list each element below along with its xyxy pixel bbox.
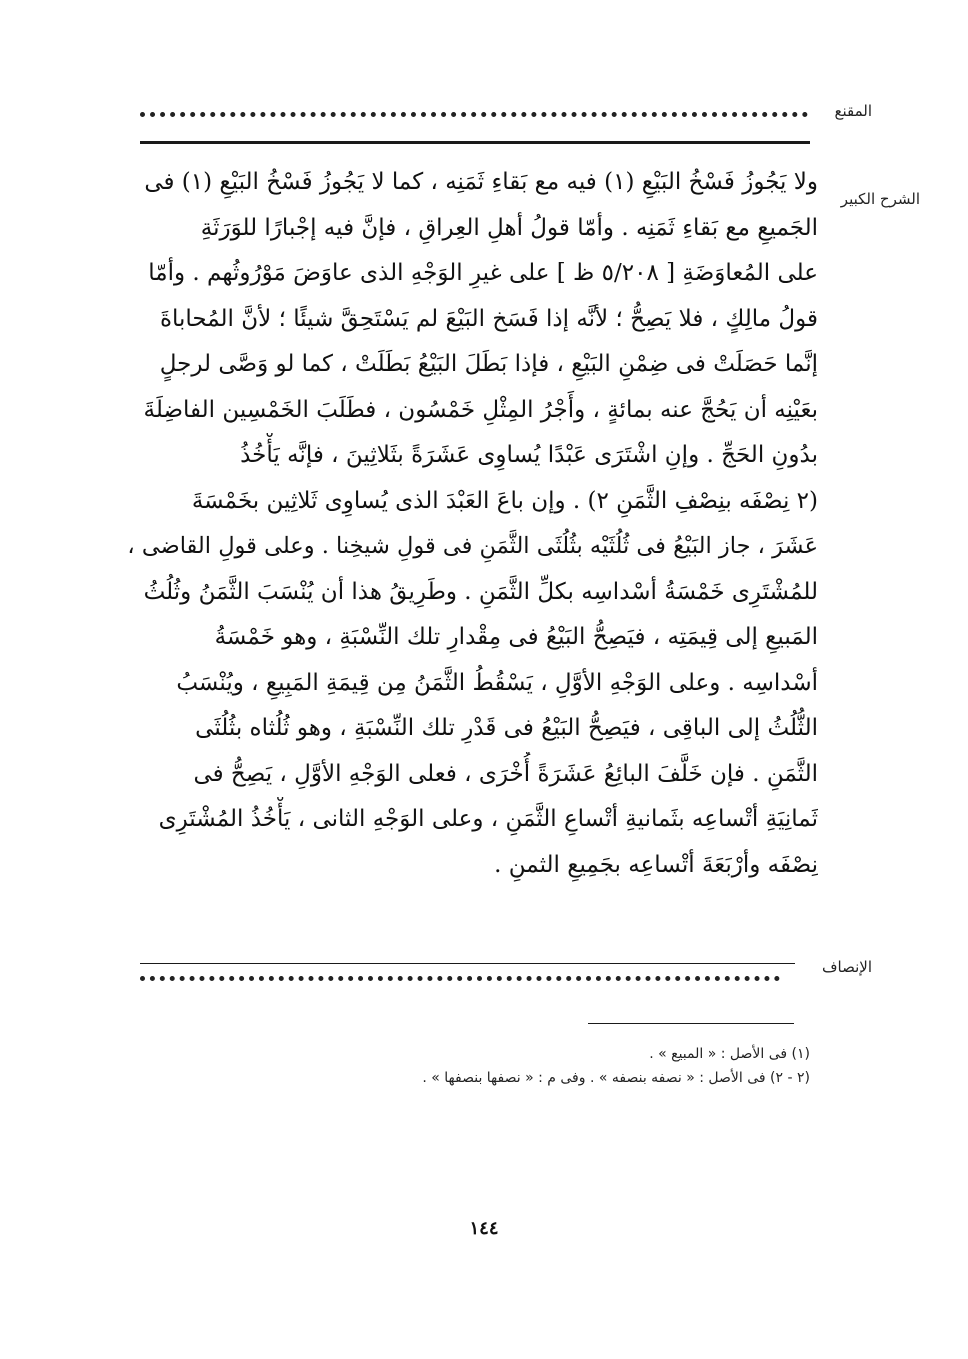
footnotes (250, 1042, 810, 1090)
header-rule (140, 141, 810, 144)
header-dotted-line (140, 112, 808, 117)
body-line: إنَّما حَصَلَتْ فى ضِمْنِ البَيْعِ ، فإذا بَطَلَ البَيْعُ بَطَلَتْ ، كما لو وَصَّى لرجلٍ (159, 351, 818, 377)
body-line: أسْداسِه . وعلى الوَجْهِ الأوَّلِ ، يَسْقُطُ الثَّمَنُ مِن قِيمَةِ المَبِيعِ ، ويُنْسَبُ (176, 669, 818, 696)
header-section-label: المقنع (834, 102, 872, 120)
page-number: ١٤٤ (469, 1218, 499, 1239)
body-line: للمُشْتَرِى خَمْسَةُ أسْداسِه بكلِّ الثَّمَنِ . وطَرِيقُ هذا أن يُنْسَبَ الثَّمَنُ وثُلُثُ (143, 578, 818, 605)
body-line: بعَيْنِه أن يَحُجَّ عنه بمائةٍ ، وأَجْرُ المِثْلِ خَمْسُون ، فطَلَبَ الخَمْسِين الفاضِلَةَ (143, 396, 818, 423)
footnote: (١) فى الأصل : « المبيع » . (649, 1046, 810, 1062)
body-line: عَشَرَ ، جاز البَيْعُ فى ثُلُثَيْه بثُلُثَى الثَّمَنِ فى قولِ شيخِنا . وعلى قولِ القاضى ، (127, 533, 818, 559)
body-line: الثَّمَنِ . فإن خَلَّفَ البائِعُ عَشَرَةً أُخْرَى ، فعلى الوَجْهِ الأوَّلِ ، يَصِحُّ فى (193, 760, 818, 787)
insaf-margin-label: الإنصاف (821, 958, 872, 976)
body-line: ولا يَجُوزُ فَسْخُ البَيْعِ (١) فيه مع بَقاءِ ثَمَنِه ، كما لا يَجُوزُ فَسْخُ البَيْعِ (١) فى (144, 169, 818, 195)
insaf-dotted-line (140, 976, 780, 981)
body-margin-label: الشرح الكبير (840, 190, 920, 208)
body-line: الثُّلُثُ إلى الباقِى ، فيَصِحُّ البَيْعُ فى قَدْرِ تلك النِّسْبَةِ ، وهو ثُلُثاه بثُلُثَى (195, 715, 818, 741)
body-line: الجَميعِ مع بَقاءِ ثَمَنِه . وأمّا قولُ أهلِ العِراقِ ، فإنَّ فيه إجْبارًا للوَرَثَةِ (200, 214, 818, 241)
commentary-text (126, 160, 818, 888)
body-line: نِصْفَه وأرْبَعَةَ أتْساعِه بجَمِيعِ الثمنِ . (494, 851, 818, 878)
body-line: ثَمانِيَةِ أتْساعِه بثَمانيةِ أتْساعِ الثَّمَنِ ، وعلى الوَجْهِ الثانى ، يَأْخُذُ المُشْتَرِى (158, 806, 818, 832)
body-line: قولُ مالِكٍ ، فلا يَصِحُّ ؛ لأنَّه إذا فَسَخ البَيْعَ لم يَسْتَحِقَّ شيئًا ؛ لأنَّ المُحاباةَ (159, 305, 818, 332)
footnote-separator (588, 1023, 794, 1024)
body-line: المَبيعِ إلى قِيمَتِه ، فيَصِحُّ البَيْعُ فى مِقْدارِ تلك النِّسْبَةِ ، وهو خَمْسَةُ (214, 624, 818, 650)
body-line: على المُعاوَضَةِ [ ٥/٢٠٨ ظ ] على غيرِ الوَجْهِ الذى عاوَضَ مَوْرُوثُهم . وأمّا (148, 260, 818, 286)
body-line: بدُونِ الحَجِّ . وإنِ اشْتَرَى عَبْدًا يُساوِى عَشَرَةً بثَلاثِينَ ، فإنَّه يَأْخُذُ (240, 442, 818, 468)
body-end-rule (140, 963, 795, 964)
body-line: (٢ نِصْفَه بنِصْفِ الثَّمَنِ ٢) . وإن باعَ العَبْدَ الذى يُساوِى ثَلاثِين بخَمْسَةَ (191, 487, 818, 514)
footnote: (٢ - ٢) فى الأصل : « نصفه بنصفه » . وفى م : « نصفها بنصفها » . (422, 1070, 810, 1086)
